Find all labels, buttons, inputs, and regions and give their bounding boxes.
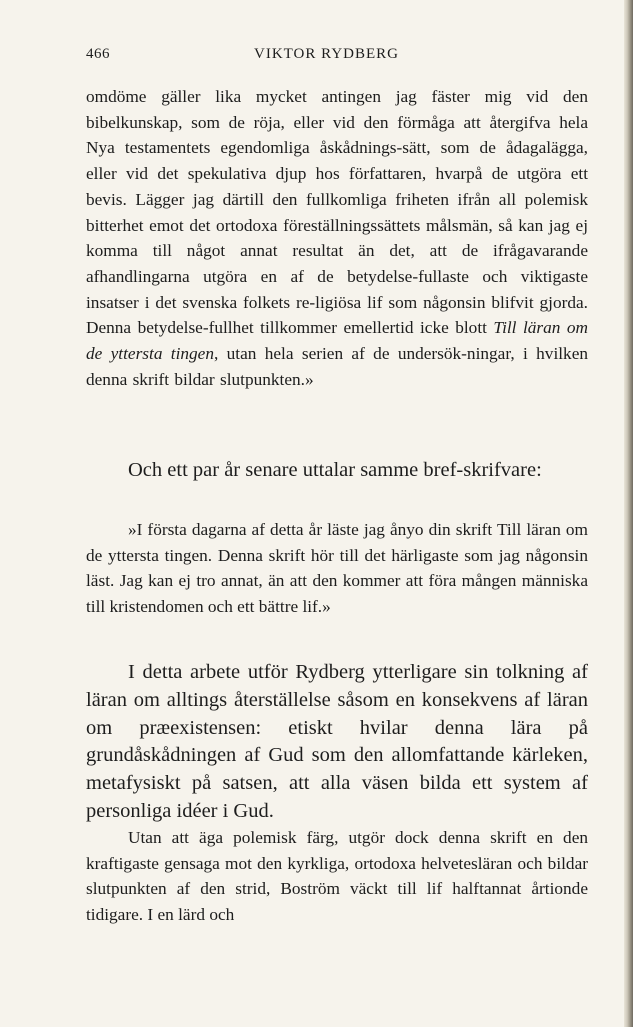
paragraph-1-text-start: omdöme gäller lika mycket antingen jag fäster mig vid den bibelkunskap, som de röja, eller vid den förmåga att återgifva hela Nya testamentets egendomliga åskådnings-sätt, som de ådagalägga, eller vid det spekulativa djup hos författaren, hvarpå de utgöra ett bevis. Lägger jag därtill den fullkomliga friheten ifrån all polemisk bitterhet emot det ortodoxa föreställningssättets målsmän, så kan jag ej komma till något annat resultat än det, att de ifrågavarande afhandlingarna utgöra en af de betydelse-fullaste och viktigaste insatser i det svenska folkets re-ligiösa lif som någonsin blifvit gjorda. Denna betydelse-fullhet tillkommer emellertid icke blott <box>86 87 588 338</box>
paragraph-1-text-end: , utan hela serien af de undersök-ningar, i hvilken denna skrift bildar slutpunkten.» <box>86 344 588 389</box>
paragraph-1 <box>86 84 588 392</box>
running-head: VIKTOR RYDBERG <box>254 46 399 62</box>
page-number: 466 <box>86 46 110 62</box>
paragraph-1-italic-title: Till läran om de yttersta tingen <box>86 318 588 364</box>
paragraph-4: I detta arbete utför Rydberg ytterligare sin tolkning af läran om alltings återställelse såsom en konsekvens af läran om præexistensen: etiskt hvilar denna lära på grundåskådningen af Gud som den allomfattande kärleken, metafysiskt på satsen, att alla väsen bilda ett system af personliga idéer i Gud. <box>86 661 588 822</box>
paragraph-3-quote: »I första dagarna af detta år läste jag ånyo din skrift Till läran om de yttersta tingen. Denna skrift hör till det härligaste som jag någonsin läst. Jag kan ej tro annat, än att den kommer att föra mången människa till kristendomen och ett bättre lif.» <box>86 520 588 616</box>
page-edge-shadow <box>624 0 633 1027</box>
paragraph-2: Och ett par år senare uttalar samme bref-skrifvare: <box>128 459 542 481</box>
paragraph-5: Utan att äga polemisk färg, utgör dock denna skrift en den kraftigaste gensaga mot den kyrkliga, ortodoxa helvetesläran och bildar slutpunkten af den strid, Boström väckt till lif halftannat årtionde tidigare. I en lärd och <box>86 828 588 924</box>
page-header <box>86 46 588 68</box>
